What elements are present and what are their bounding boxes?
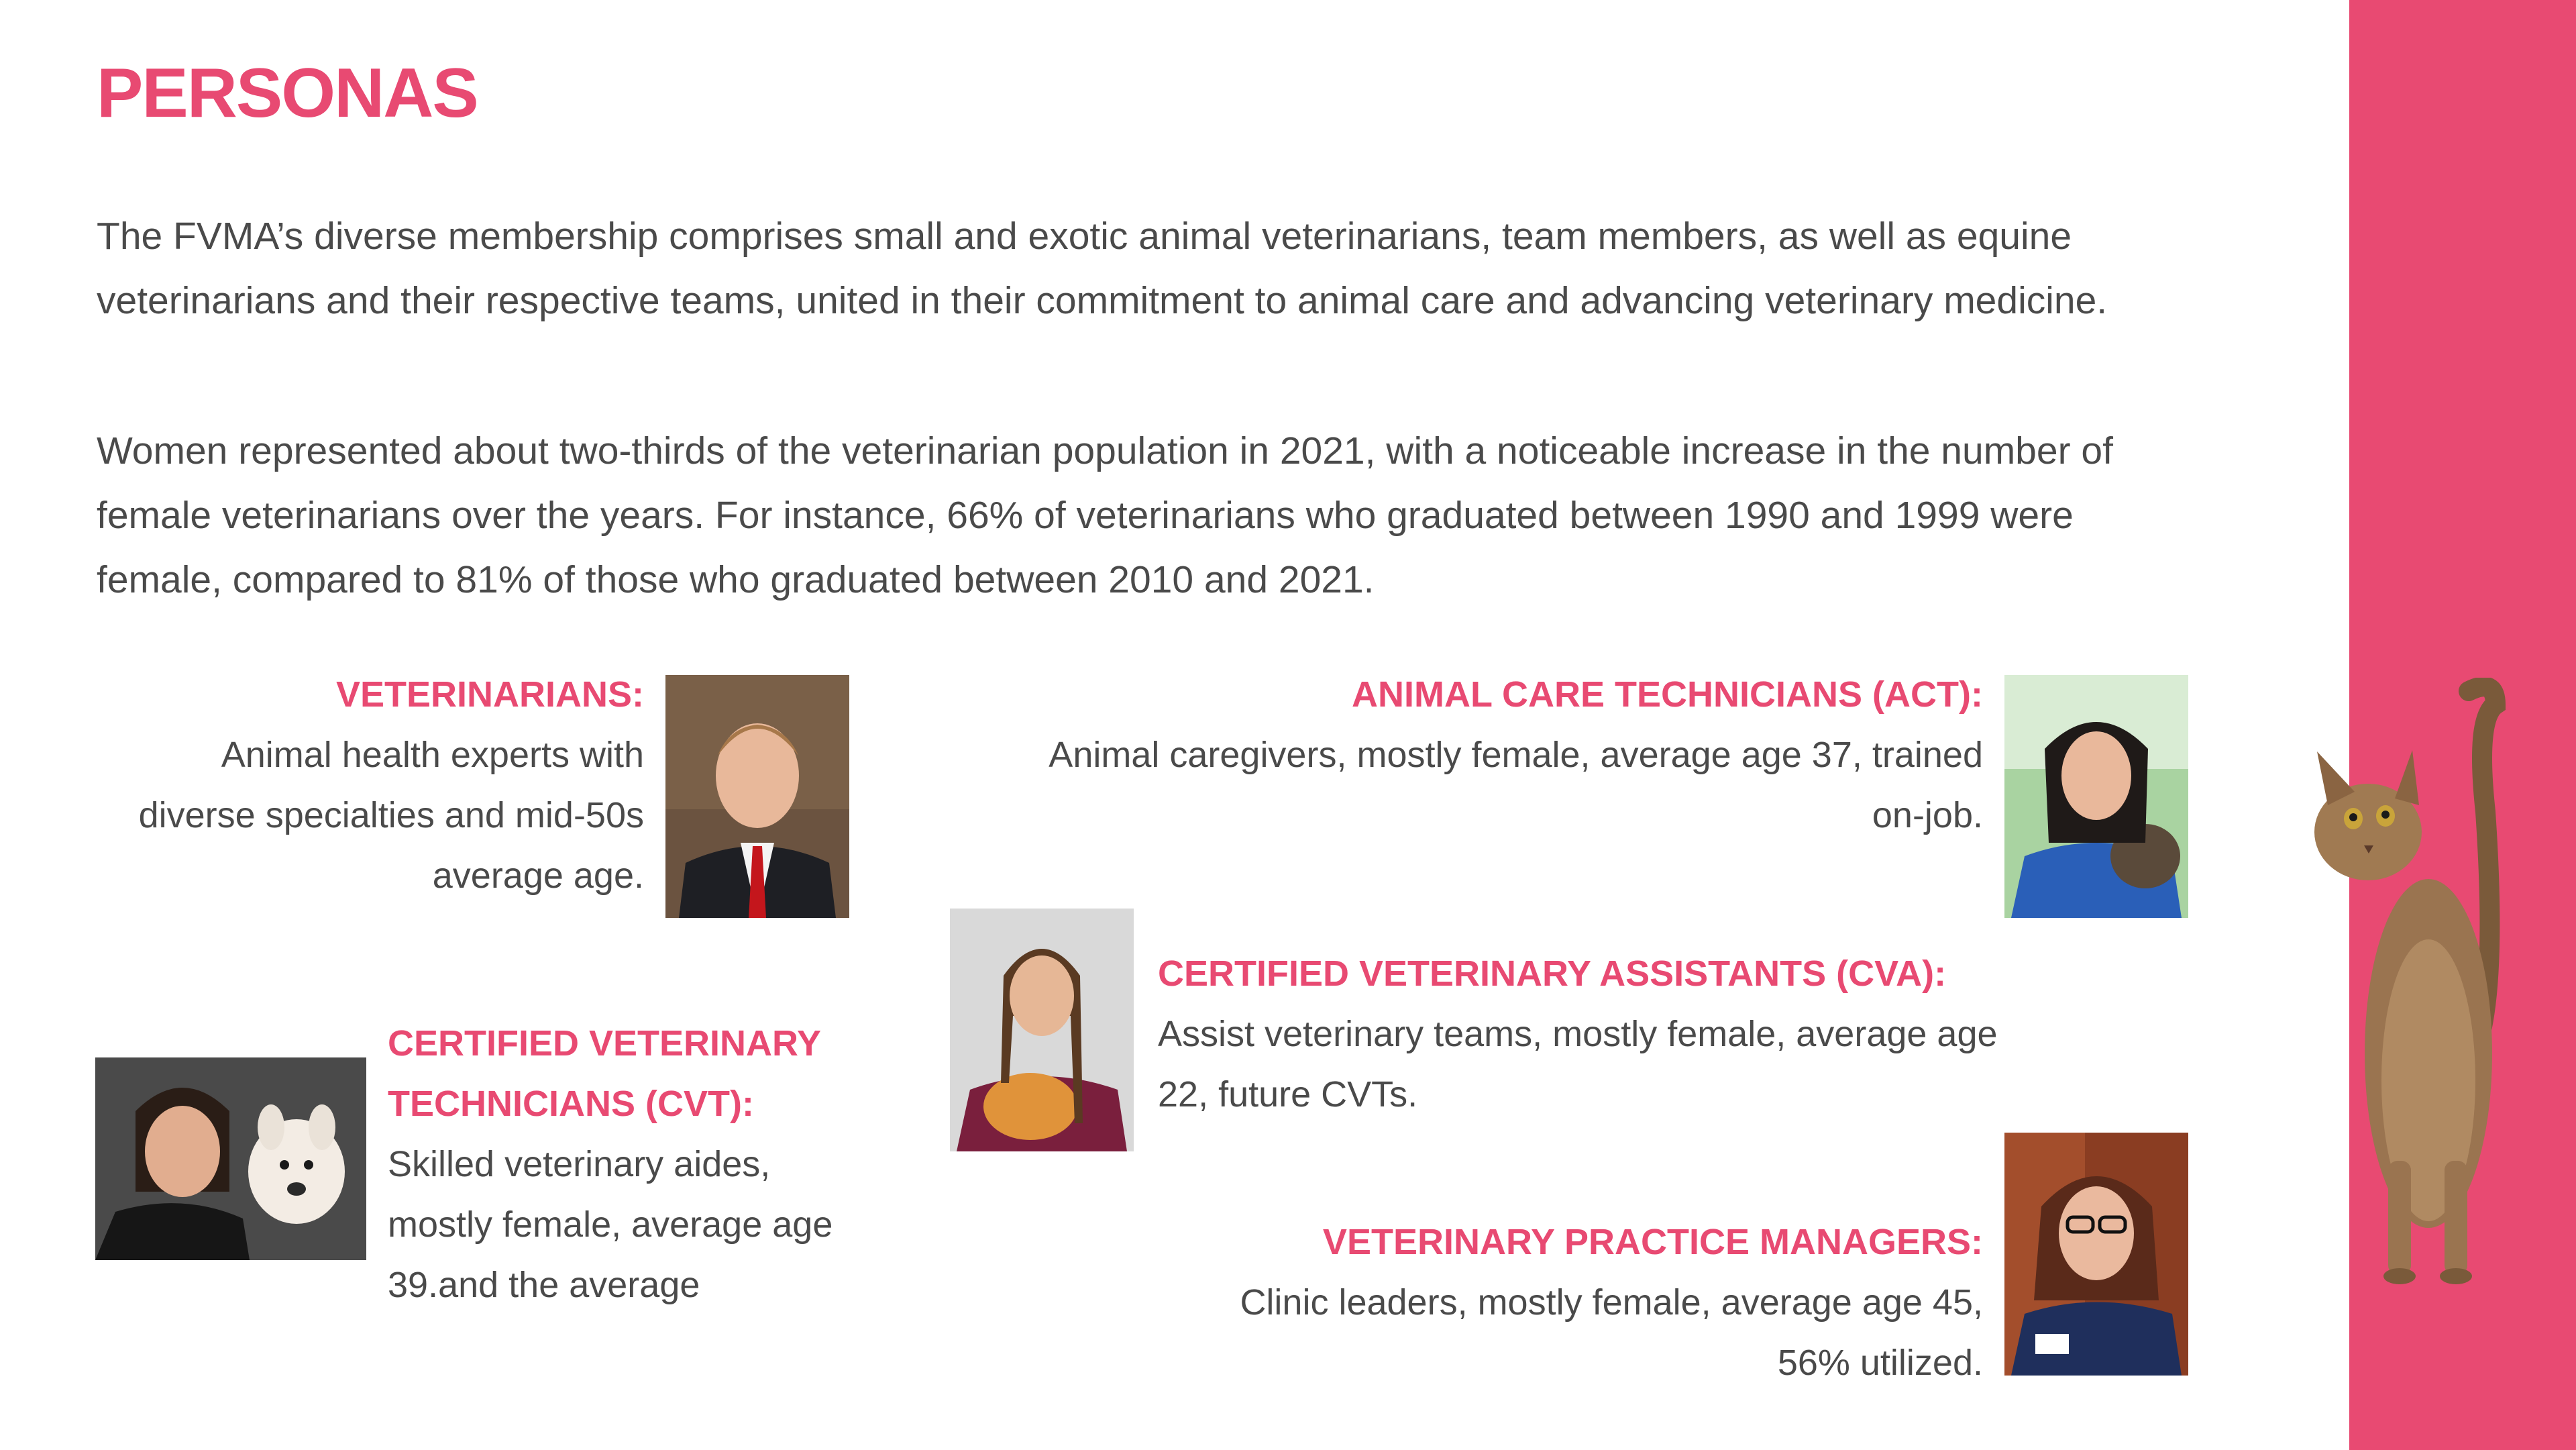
persona-act: [1046, 664, 1983, 845]
cat-illustration: [2294, 678, 2522, 1288]
persona-description: Animal caregivers, mostly female, average age 37, trained on-job.: [1049, 735, 1983, 835]
cvt-photo: [95, 1057, 366, 1260]
persona-title: ANIMAL CARE TECHNICIANS (ACT):: [1352, 674, 1983, 715]
persona-title: CERTIFIED VETERINARY TECHNICIANS (CVT):: [388, 1023, 821, 1124]
persona-veterinarians: [121, 664, 644, 906]
statistics-paragraph: Women represented about two-thirds of the veterinarian population in 2021, with a noticeable increase in the number of female veterinarians over the years. For instance, 66% of veterinarians who graduated between 1990 and 1999 were female, compared to 81% of those who graduated between 2010 and 2021.: [97, 429, 2113, 601]
persona-title: CERTIFIED VETERINARY ASSISTANTS (CVA):: [1158, 953, 1947, 994]
manager-photo: [2004, 1133, 2188, 1376]
cva-photo: [950, 909, 1134, 1151]
veterinarian-photo: [665, 675, 849, 918]
persona-description: Animal health experts with diverse specialties and mid-50s average age.: [138, 735, 644, 896]
persona-description: Assist veterinary teams, mostly female, average age 22, future CVTs.: [1158, 1014, 1998, 1115]
page-title: PERSONAS: [97, 54, 478, 132]
persona-title: VETERINARIANS:: [335, 674, 644, 715]
persona-cvt: [388, 1013, 871, 1315]
persona-title: VETERINARY PRACTICE MANAGERS:: [1322, 1222, 1983, 1262]
act-photo: [2004, 675, 2188, 918]
persona-description: Clinic leaders, mostly female, average age 45, 56% utilized.: [1240, 1282, 1983, 1383]
persona-description: Skilled veterinary aides, mostly female, average age 39.and the average: [388, 1144, 833, 1305]
persona-managers: [1181, 1212, 1983, 1393]
intro-paragraph: The FVMA’s diverse membership comprises small and exotic animal veterinarians, team members, as well as equine veterinarians and their respective teams, united in their commitment to animal care and advancing veterinary medicine.: [97, 215, 2108, 322]
persona-cva: [1158, 943, 2030, 1125]
